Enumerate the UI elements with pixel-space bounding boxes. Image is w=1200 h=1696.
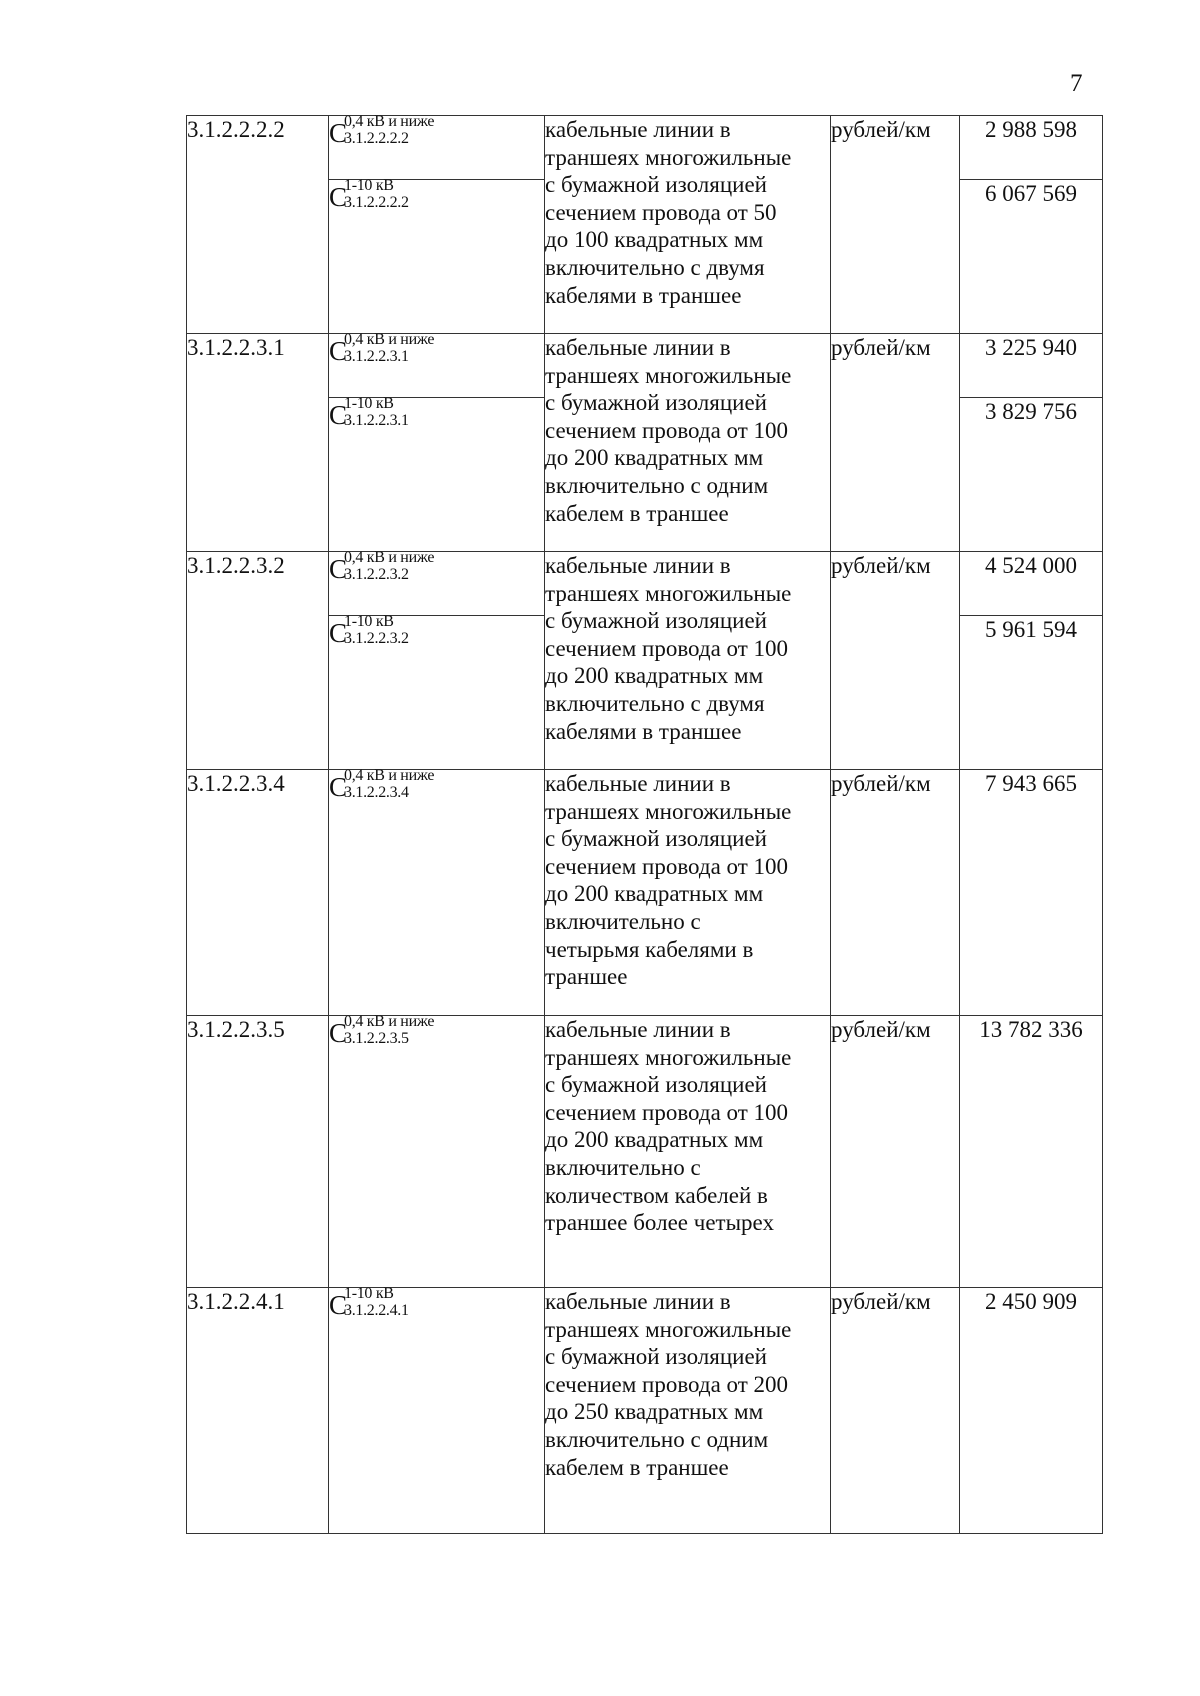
item-code: 3.1.2.2.4.1 (187, 1288, 329, 1534)
rate-symbol: C 1-10 кВ 3.1.2.2.3.2 (329, 616, 545, 770)
rate-symbol: C 1-10 кВ 3.1.2.2.3.1 (329, 398, 545, 552)
table-row (187, 770, 1103, 1016)
item-code: 3.1.2.2.3.4 (187, 770, 329, 1016)
rate-symbol: C 0,4 кВ и ниже 3.1.2.2.3.2 (329, 552, 545, 616)
unit: рублей/км (831, 552, 960, 770)
unit: рублей/км (831, 770, 960, 1016)
rate-value: 5 961 594 (960, 616, 1103, 770)
table-row (187, 1016, 1103, 1288)
table-row (187, 116, 1103, 180)
item-description: кабельные линии в траншеях многожильные с бумажной изоляцией сечением провода от 50 до 100 квадратных мм включительно с двумя кабелями в траншее (545, 116, 831, 334)
unit: рублей/км (831, 334, 960, 552)
item-description: кабельные линии в траншеях многожильные с бумажной изоляцией сечением провода от 200 до 250 квадратных мм включительно с одним кабелем в траншее (545, 1288, 831, 1534)
unit: рублей/км (831, 1288, 960, 1534)
page-number: 7 (1070, 70, 1083, 97)
item-description: кабельные линии в траншеях многожильные с бумажной изоляцией сечением провода от 100 до 200 квадратных мм включительно с двумя кабелями в траншее (545, 552, 831, 770)
rate-symbol: C 1-10 кВ 3.1.2.2.4.1 (329, 1288, 545, 1534)
item-code: 3.1.2.2.3.5 (187, 1016, 329, 1288)
item-description: кабельные линии в траншеях многожильные с бумажной изоляцией сечением провода от 100 до 200 квадратных мм включительно с одним кабелем в траншее (545, 334, 831, 552)
unit: рублей/км (831, 1016, 960, 1288)
item-code: 3.1.2.2.2.2 (187, 116, 329, 334)
rate-value: 3 225 940 (960, 334, 1103, 398)
rates-table (186, 115, 1103, 1534)
rate-symbol: C 0,4 кВ и ниже 3.1.2.2.3.5 (329, 1016, 545, 1288)
item-description: кабельные линии в траншеях многожильные с бумажной изоляцией сечением провода от 100 до 200 квадратных мм включительно с четырьмя кабелями в траншее (545, 770, 831, 1016)
rate-value: 13 782 336 (960, 1016, 1103, 1288)
unit: рублей/км (831, 116, 960, 334)
table-row (187, 1288, 1103, 1534)
rate-value: 2 988 598 (960, 116, 1103, 180)
rate-value: 4 524 000 (960, 552, 1103, 616)
rate-symbol: C 1-10 кВ 3.1.2.2.2.2 (329, 180, 545, 334)
table-row (187, 334, 1103, 398)
rate-symbol: C 0,4 кВ и ниже 3.1.2.2.2.2 (329, 116, 545, 180)
rate-value: 6 067 569 (960, 180, 1103, 334)
rate-symbol: C 0,4 кВ и ниже 3.1.2.2.3.1 (329, 334, 545, 398)
item-code: 3.1.2.2.3.2 (187, 552, 329, 770)
rate-value: 7 943 665 (960, 770, 1103, 1016)
table-row (187, 552, 1103, 616)
item-description: кабельные линии в траншеях многожильные с бумажной изоляцией сечением провода от 100 до 200 квадратных мм включительно с количеством кабелей в траншее более четырех (545, 1016, 831, 1288)
item-code: 3.1.2.2.3.1 (187, 334, 329, 552)
rate-value: 3 829 756 (960, 398, 1103, 552)
rate-value: 2 450 909 (960, 1288, 1103, 1534)
rate-symbol: C 0,4 кВ и ниже 3.1.2.2.3.4 (329, 770, 545, 1016)
